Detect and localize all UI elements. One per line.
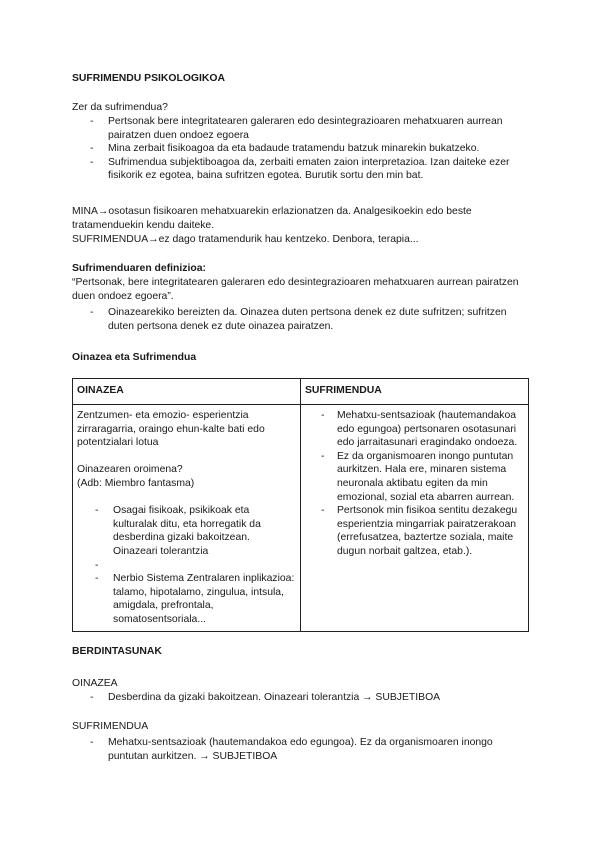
sufrimendua-point: - Pertsonok min fisikoa sentitu dezakegu esperientzia mingarriak pairatzerakoan (errefusatzea, baztertze soziala, maite dugun norbait galtzea, etab.). xyxy=(305,504,524,558)
oinazea-points-list xyxy=(77,504,296,626)
question-points-list xyxy=(72,115,532,183)
oinazea-intro: Zentzumen- eta emozio- esperientzia zirraragarria, oraingo ehun-kalte bati edo potentzialari lotua xyxy=(77,410,265,449)
sufrimendua-point: - Mehatxu-sentsazioak (hautemandakoa edo egungoa) pertsonaren osotasunari edo jarraitasunari eragindako ondoeza. xyxy=(305,409,524,450)
sufrimendua-cell xyxy=(301,405,529,632)
col-oinazea-header: OINAZEA xyxy=(73,379,301,405)
similarities-sufrimendua-label: SUFRIMENDUA xyxy=(72,721,149,732)
definition-heading: Sufrimenduaren definizioa: xyxy=(72,263,206,274)
similarities-oinazea-list xyxy=(72,691,532,705)
similarities-sufrimendua-point: - Mehatxu-sentsazioak (hautemandakoa edo egungoa). Ez da organismoaren inongo puntutan aurkitzen. → SUBJETIBOA xyxy=(72,736,532,763)
definition-quote: “Pertsonak, bere integritatearen galeraren edo desintegrazioaren mehatxuaren aurrean pairatzen duen ondoez egoera”. xyxy=(72,277,519,302)
oinazea-memory-example: (Adb: Miembro fantasma) xyxy=(77,477,195,489)
mina-line: MINA→osotasun fisikoaren mehatxuarekin erlazionatzen da. Analgesikoekin edo beste tratamenduekin kendu daiteke. xyxy=(72,206,472,231)
table-header-row xyxy=(73,379,529,405)
table-row xyxy=(73,405,529,632)
col-sufrimendua-header: SUFRIMENDUA xyxy=(301,379,529,405)
oinazea-point: - Nerbio Sistema Zentralaren inplikazioa: talamo, hipotalamo, zingulua, intsula, amigdala, prefrontala, somatosentsoriala... xyxy=(77,572,296,626)
definition-point: - Oinazearekiko bereizten da. Oinazea duten pertsona denek ez dute sufritzen; sufritzen duten pertsona denek ez dute oinazea pairatzen. xyxy=(72,306,532,333)
oinazea-point: - Osagai fisikoak, psikikoak eta kulturalak ditu, eta horregatik da desberdina gizaki bakoitzean. Oinazeari tolerantzia xyxy=(77,504,296,558)
similarities-oinazea-point: - Desberdina da gizaki bakoitzean. Oinazeari tolerantzia → SUBJETIBOA xyxy=(72,691,532,705)
question-point: - Mina zerbait fisikoagoa da eta badaude tratamendu batzuk minarekin bukatzeko. xyxy=(72,142,532,156)
similarities-heading: BERDINTASUNAK xyxy=(72,646,162,657)
question-point: - Pertsonak bere integritatearen galeraren edo desintegrazioaren mehatxuaren aurrean pairatzen duen ondoez egoera xyxy=(72,115,532,142)
sufrimendua-line: SUFRIMENDUA→ez dago tratamendurik hau kentzeko. Denbora, terapia... xyxy=(72,234,419,245)
question-point: - Sufrimendua subjektiboagoa da, zerbaiti ematen zaion interpretazioa. Izan daiteke ezer fisikorik ez egotea, baina sufritzen egotea. Burutik sortu den min bat. xyxy=(72,156,532,183)
oinazea-memory-title: Oinazearen oroimena? xyxy=(77,464,183,476)
definition-points-list xyxy=(72,306,532,333)
sufrimendua-points-list xyxy=(305,409,524,559)
document-title: SUFRIMENDU PSIKOLOGIKOA xyxy=(72,73,225,84)
similarities-sufrimendua-list xyxy=(72,736,532,763)
question-line: Zer da sufrimendua? xyxy=(72,102,168,113)
oinazea-cell xyxy=(73,405,301,632)
comparison-table xyxy=(72,378,529,632)
sufrimendua-point: - Ez da organismoaren inongo puntutan aurkitzen. Hala ere, minaren sistema neuronala aktibatu egiten da min emozional, sozial eta abarren aurrean. xyxy=(305,450,524,504)
similarities-oinazea-label: OINAZEA xyxy=(72,678,118,689)
comparison-heading: Oinazea eta Sufrimendua xyxy=(72,352,197,363)
